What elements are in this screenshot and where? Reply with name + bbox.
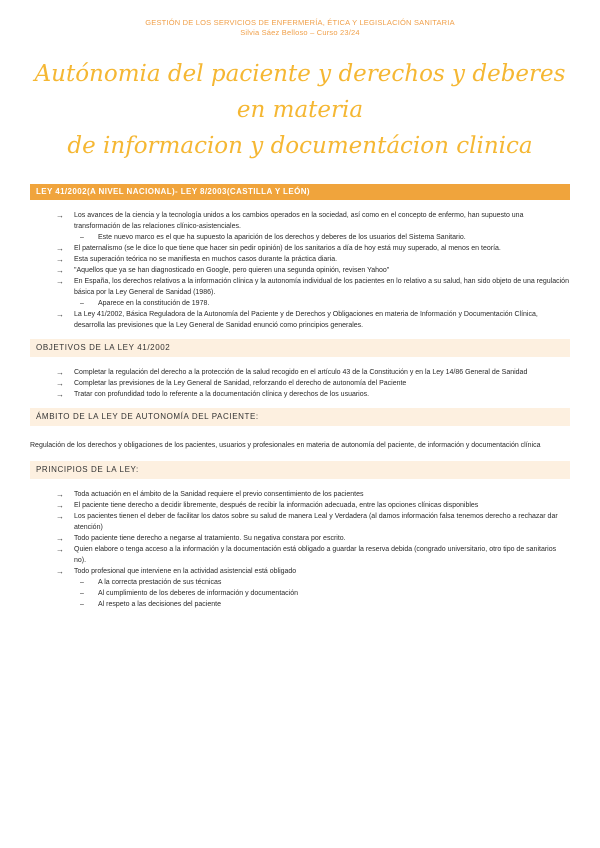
dash-icon: –	[80, 234, 84, 241]
sub-list	[74, 577, 570, 610]
arrow-icon: →	[56, 244, 64, 253]
dash-icon: –	[80, 579, 84, 586]
arrow-icon: →	[56, 211, 64, 220]
arrow-icon: →	[56, 277, 64, 286]
objetivos-list	[0, 367, 600, 400]
list-item	[30, 265, 570, 276]
sub-list	[74, 232, 570, 243]
list-item-text: En España, los derechos relativos a la información clínica y la autonomía individual de los pacientes en lo relativo a su salud, han sido objeto de una regulación básica por la Ley General de Sanidad (1986).	[74, 278, 569, 296]
list-item-text: Tratar con profundidad todo lo referente a la documentación clínica y derechos de los usuarios.	[74, 391, 370, 398]
list-item-text: El paternalismo (se le dice lo que tiene que hacer sin pedir opinión) de los sanitarios a día de hoy está muy superado, al menos en teoría.	[74, 245, 501, 252]
list-item	[30, 210, 570, 243]
arrow-icon: →	[56, 545, 64, 554]
list-item	[30, 544, 570, 566]
principios-list	[0, 489, 600, 610]
list-item-text: El paciente tiene derecho a decidir libremente, después de recibir la información adecuada, entre las opciones clínicas disponibles	[74, 502, 479, 509]
list-item	[30, 367, 570, 378]
list-item	[30, 389, 570, 400]
page-title	[0, 56, 600, 164]
list-item-text: Quien elabore o tenga acceso a la información y la documentación está obligado a guardar la reserva debida (congrado universitario, otro tipo de sanitarios no).	[74, 546, 557, 564]
sub-list-item-text: Al respeto a las decisiones del paciente	[98, 601, 221, 608]
list-item-text: Esta superación teórica no se manifiesta en muchos casos durante la práctica diaria.	[74, 256, 338, 263]
title-line-2: de informacion y documentácion clinica	[67, 133, 533, 159]
list-item-text: Los avances de la ciencia y la tecnología unidos a los cambios operados en la sociedad, así como en el concepto de enfermo, han supuesto una transformación de las relaciones clínico-asistenciales.	[74, 212, 524, 230]
sub-list-item-text: Este nuevo marco es el que ha supuesto la aparición de los derechos y deberes de los usuarios del Sistema Sanitario.	[98, 234, 466, 241]
list-item	[30, 276, 570, 309]
dash-icon: –	[80, 590, 84, 597]
section-ambito-heading: ÁMBITO DE LA LEY DE AUTONOMÍA DEL PACIENTE:	[30, 408, 570, 426]
intro-list	[0, 210, 600, 331]
arrow-icon: →	[56, 512, 64, 521]
list-item-text: Toda actuación en el ámbito de la Sanidad requiere el previo consentimiento de los pacientes	[74, 491, 364, 498]
list-item	[30, 533, 570, 544]
list-item-text: Todo paciente tiene derecho a negarse al tratamiento. Su negativa constara por escrito.	[74, 535, 346, 542]
list-item	[30, 566, 570, 610]
dash-icon: –	[80, 300, 84, 307]
law-banner: LEY 41/2002(A NIVEL NACIONAL)- LEY 8/2003(CASTILLA Y LEÓN)	[30, 184, 570, 200]
dash-icon: –	[80, 601, 84, 608]
arrow-icon: →	[56, 310, 64, 319]
arrow-icon: →	[56, 490, 64, 499]
sub-list	[74, 298, 570, 309]
sub-list-item	[74, 298, 570, 309]
arrow-icon: →	[56, 534, 64, 543]
sub-list-item-text: Aparece en la constitución de 1978.	[98, 300, 210, 307]
list-item	[30, 378, 570, 389]
arrow-icon: →	[56, 390, 64, 399]
list-item	[30, 309, 570, 331]
list-item-text: La Ley 41/2002, Básica Reguladora de la Autonomía del Paciente y de Derechos y Obligaciones en materia de Información y Documentación Clínica, desarrolla las previsiones que la Ley General de Sanidad enunció como principios generales.	[74, 311, 538, 329]
list-item	[30, 489, 570, 500]
section-principios-heading: PRINCIPIOS DE LA LEY:	[30, 461, 570, 479]
list-item	[30, 243, 570, 254]
arrow-icon: →	[56, 379, 64, 388]
list-item	[30, 254, 570, 265]
list-item-text: Los pacientes tienen el deber de facilitar los datos sobre su salud de manera Leal y Verdadera (al damos información falsa tenemos derecho a rechazar dar atención)	[74, 513, 558, 531]
sub-list-item-text: A la correcta prestación de sus técnicas	[98, 579, 222, 586]
document-header	[0, 0, 600, 38]
list-item	[30, 511, 570, 533]
sub-list-item	[74, 232, 570, 243]
arrow-icon: →	[56, 255, 64, 264]
arrow-icon: →	[56, 266, 64, 275]
arrow-icon: →	[56, 501, 64, 510]
ambito-text: Regulación de los derechos y obligaciones de los pacientes, usuarios y profesionales en materia de autonomía del paciente, de información y documentación clínica	[30, 442, 541, 449]
list-item-text: Todo profesional que interviene en la actividad asistencial está obligado	[74, 568, 297, 575]
sub-list-item	[74, 599, 570, 610]
arrow-icon: →	[56, 368, 64, 377]
list-item-text: "Aquellos que ya se han diagnosticado en Google, pero quieren una segunda opinión, revisen Yahoo"	[74, 267, 390, 274]
sub-list-item-text: Al cumplimiento de los deberes de información y documentación	[98, 590, 298, 597]
header-author: Silvia Sáez Belloso – Curso 23/24	[240, 28, 360, 37]
arrow-icon: →	[56, 567, 64, 576]
list-item-text: Completar las previsiones de la Ley General de Sanidad, reforzando el derecho de autonomía del Paciente	[74, 380, 407, 387]
header-course-title: GESTIÓN DE LOS SERVICIOS DE ENFERMERÍA, ÉTICA Y LEGISLACIÓN SANITARIA	[145, 18, 455, 27]
sub-list-item	[74, 588, 570, 599]
title-line-1: Autónomia del paciente y derechos y deberes en materia	[34, 61, 566, 123]
list-item	[30, 500, 570, 511]
section-objetivos-heading: OBJETIVOS DE LA LEY 41/2002	[30, 339, 570, 357]
list-item-text: Completar la regulación del derecho a la protección de la salud recogido en el artículo 43 de la Constitución y en la Ley 14/86 General de Sanidad	[74, 369, 528, 376]
sub-list-item	[74, 577, 570, 588]
